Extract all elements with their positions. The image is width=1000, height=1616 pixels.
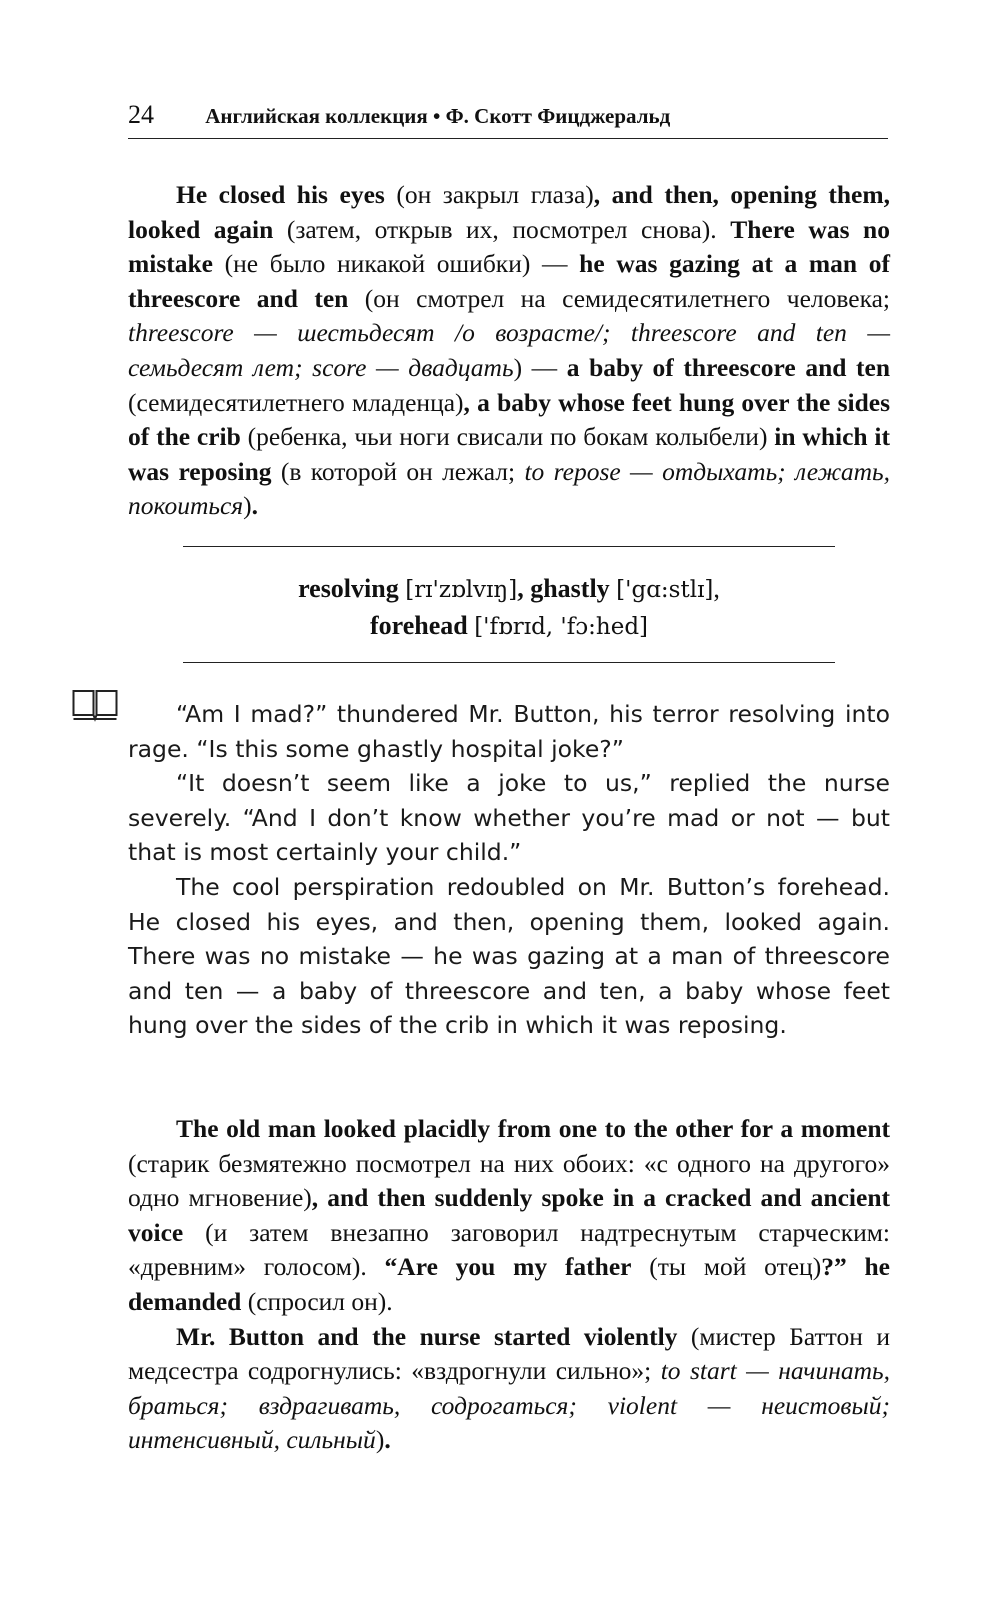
vocab-transcription: ['fɒrɪd, 'fɔ:hed]	[474, 614, 649, 640]
text-run: (он смотрел на семидесятилетнего человека;	[348, 283, 890, 313]
text-run: He closed his eyes	[176, 180, 385, 209]
text-run: (и затем внезапно заговорил надтреснутым старческим: «древним» голосом).	[128, 1217, 890, 1282]
text-run: The old man looked placidly from one to the other for a moment	[176, 1114, 890, 1143]
text-run: “Are you my father	[384, 1252, 632, 1282]
text-run: (мистер Баттон и медсестра содрогнулись: «вздрогнули сильно»;	[128, 1321, 890, 1386]
text-run: ) —	[513, 352, 567, 382]
text-run: a baby of threescore and ten	[566, 352, 891, 382]
text-run: ?” he demanded	[128, 1252, 890, 1316]
annotated-paragraph-2	[128, 1112, 890, 1458]
vocab-word: forehead	[369, 611, 468, 640]
text-run: There was no mistake	[128, 214, 890, 279]
original-paragraph: “Am I mad?” thundered Mr. Button, his terror resolving into rage. “Is this some ghastly hospital joke?”	[128, 700, 890, 763]
text-run: Mr. Button and the nurse started violently	[176, 1321, 678, 1351]
text-run: in which it was reposing	[128, 422, 890, 486]
original-paragraph: The cool perspiration redoubled on Mr. Button’s forehead. He closed his eyes, and then, opening them, looked again. There was no mistake — he was gazing at a man of threescore and ten — a baby of threescore and ten, a baby whose feet hung over the sides of the crib in which it was reposing.	[128, 872, 890, 1040]
page-number: 24	[128, 100, 154, 129]
text-run: , and then suddenly spoke in a cracked and ancient voice	[128, 1183, 890, 1247]
text-run: .	[251, 491, 259, 521]
text-run: (не было никакой ошибки) —	[213, 249, 580, 279]
text-run: .	[384, 1425, 391, 1455]
text-run: (семидесятилетнего младенца)	[128, 387, 464, 417]
original-text	[128, 697, 890, 1043]
text-run: , and then, opening them, looked again	[128, 180, 890, 244]
rich-text	[128, 1320, 890, 1458]
text-run: threescore — шестьдесят /о возрасте/; threescore and ten — семьдесят лет; score — двадцать	[128, 318, 890, 382]
text-run: (спросил он).	[241, 1286, 393, 1316]
original-paragraph: “It doesn’t seem like a joke to us,” replied the nurse severely. “And I don’t know whether you’re mad or not — but that is most certainly your child.”	[128, 769, 890, 867]
text-run: (затем, открыв их, посмотрел снова).	[273, 214, 731, 244]
text-run: )	[375, 1425, 385, 1455]
text-run: to repose — отдыхать; лежать, покоиться	[128, 456, 891, 521]
open-book-icon	[72, 688, 118, 722]
vocab-transcription: ['gɑ:stlɪ]	[616, 577, 714, 603]
text-run: (он закрыл глаза)	[384, 180, 594, 209]
text-run: (старик безмятежно посмотрел на них обоих: «с одного на другого» одно мгновение)	[128, 1148, 890, 1213]
text-run: he was gazing at a man of threescore and ten	[128, 249, 890, 313]
divider-bottom	[183, 662, 835, 663]
divider-top	[183, 546, 835, 547]
rich-text	[128, 1112, 890, 1320]
running-title: Английская коллекция • Ф. Скотт Фицджеральд	[205, 104, 671, 128]
vocab-transcription: [rɪ'zɒlvɪŋ]	[405, 577, 518, 603]
text-run: (ребенка, чьи ноги свисали по бокам колыбели)	[240, 422, 775, 452]
running-header	[128, 100, 888, 139]
vocab-word: ghastly	[530, 574, 610, 603]
text-run: )	[243, 491, 252, 521]
vocab-word: resolving	[298, 574, 399, 603]
text-run: (ты мой отец)	[631, 1252, 822, 1282]
annotated-paragraph-1	[128, 178, 890, 524]
vocab-line-2	[128, 608, 890, 645]
vocab-line-1: resolving [rɪ'zɒlvɪŋ], ghastly ['gɑ:stlɪ],	[298, 574, 720, 603]
vocabulary-box	[128, 571, 890, 645]
text-run: to start — начинать, браться; вздрагивать, содрогаться; violent — неистовый; интенсивный, сильный	[128, 1356, 890, 1455]
text-run: (в которой он лежал;	[271, 456, 525, 486]
rich-text	[128, 178, 890, 524]
text-run: , a baby whose feet hung over the sides of the crib	[128, 387, 890, 452]
